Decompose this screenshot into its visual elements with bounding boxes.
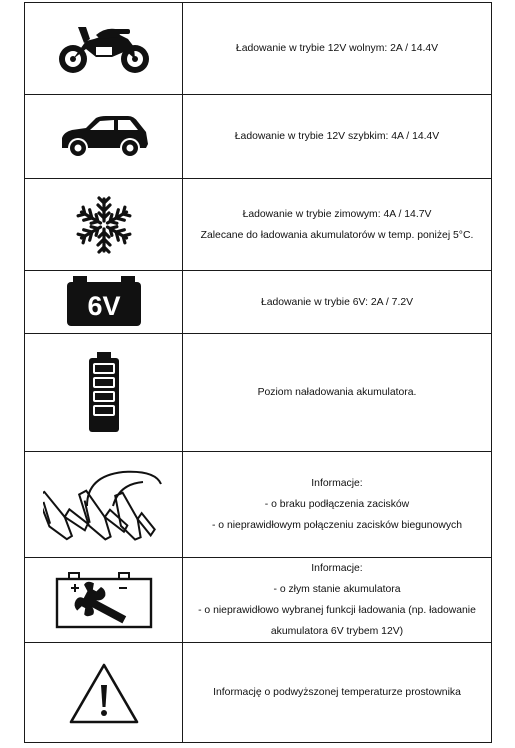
- warning-icon: [68, 661, 140, 725]
- icon-cell: [25, 95, 183, 179]
- icon-cell: [25, 179, 183, 271]
- icon-cell: [25, 334, 183, 452]
- table-row: [25, 452, 492, 558]
- description-line: Ładowanie w trybie 12V wolnym: 2A / 14.4V: [235, 43, 439, 54]
- snowflake-icon: [75, 196, 133, 254]
- icon-cell: [25, 452, 183, 558]
- description-line: Ładowanie w trybie 12V szybkim: 4A / 14.4V: [234, 131, 440, 142]
- clamps-icon: [43, 466, 165, 544]
- description-cell: [183, 558, 492, 643]
- description-cell: [183, 643, 492, 743]
- description-line: - o nieprawidłowo wybranej funkcji ładowania (np. ładowanie: [198, 605, 476, 616]
- description-line: - o nieprawidłowym połączeniu zacisków biegunowych: [211, 520, 463, 531]
- icon-cell: [25, 3, 183, 95]
- description-line: Ładowanie w trybie 6V: 2A / 7.2V: [260, 296, 414, 308]
- icon-cell: [25, 271, 183, 334]
- battery-wrench-icon: [55, 571, 153, 629]
- description-line: Poziom naładowania akumulatora.: [257, 387, 417, 398]
- motorcycle-icon: [56, 21, 152, 77]
- description-cell: [183, 271, 492, 334]
- table-row: [25, 179, 492, 271]
- description-cell: [183, 179, 492, 271]
- table-row: [25, 334, 492, 452]
- table-row: [25, 271, 492, 334]
- description-cell: [183, 452, 492, 558]
- car-icon: [58, 114, 150, 160]
- description-line: Informacje:: [311, 478, 363, 489]
- table-row: [25, 558, 492, 643]
- battery-6v-icon: [65, 276, 143, 328]
- table-row: [25, 643, 492, 743]
- description-line: Zalecane do ładowania akumulatorów w temp. poniżej 5°C.: [200, 229, 474, 241]
- description-cell: [183, 334, 492, 452]
- description-line: - o złym stanie akumulatora: [273, 584, 401, 595]
- description-line: - o braku podłączenia zacisków: [264, 499, 410, 510]
- description-line: Informacje:: [311, 563, 363, 574]
- description-line: Informację o podwyższonej temperaturze prostownika: [213, 687, 461, 698]
- battery-level-icon: [87, 352, 121, 434]
- description-cell: [183, 95, 492, 179]
- table-row: [25, 3, 492, 95]
- description-cell: [183, 3, 492, 95]
- table-row: [25, 95, 492, 179]
- icon-cell: [25, 558, 183, 643]
- battery-6v-label: 6V: [86, 291, 121, 321]
- description-line: Ładowanie w trybie zimowym: 4A / 14.7V: [242, 208, 432, 220]
- icon-cell: [25, 643, 183, 743]
- legend-table: [24, 2, 492, 743]
- description-line: akumulatora 6V trybem 12V): [270, 626, 404, 637]
